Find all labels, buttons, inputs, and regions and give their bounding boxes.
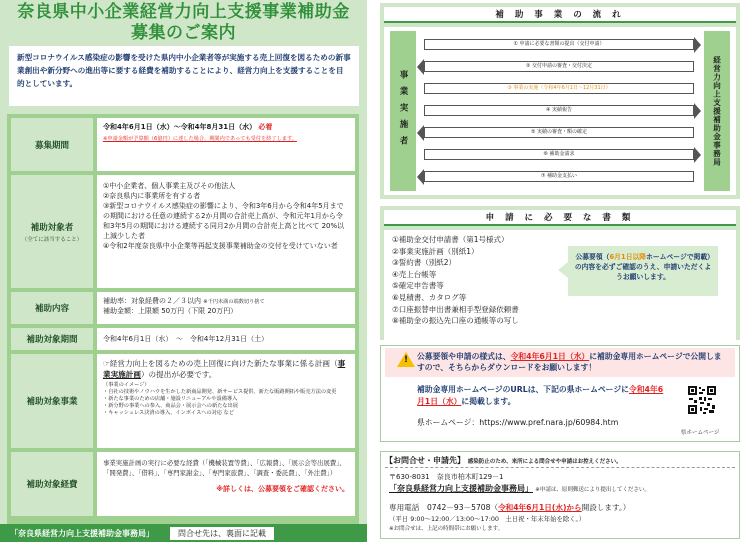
target-item: ④令和2年度奈良県中小企業等再起支援事業補助金の交付を受けていない者 — [103, 242, 338, 250]
qr-code-icon[interactable] — [687, 385, 717, 415]
homepage-note: 補助金専用ホームページのURLは、下記の県ホームページに令和4年6月1日（水）に掲載します。 — [417, 385, 664, 406]
docs-header: 申 請 に 必 要 な 書 類 — [384, 210, 736, 226]
row-span — [11, 328, 355, 350]
row-project — [11, 354, 355, 448]
row-span-label: 補助対象期間 — [11, 328, 93, 350]
title-line-1: 奈良県中小企業経営力向上支援事業補助金 — [17, 2, 350, 22]
flow-step: ⑦ 補助金支払い — [424, 171, 694, 182]
row-content-value: 補助率：対象経費の２／３以内 ※千円未満の端数切り捨て 補助金額：上限額 50万円（下限 20万円） — [97, 292, 355, 324]
doc-item: ⑧補助金の振込先口座の通帳等の写し — [392, 316, 519, 326]
flow-step: ② 交付申請の審査・交付決定 — [424, 61, 694, 72]
row-period — [11, 118, 355, 171]
row-period-label: 募集期間 — [11, 118, 93, 171]
doc-item: ④売上台帳等 — [392, 269, 437, 279]
flow-step: ① 申請に必要な書類の提出（交付申請） — [424, 39, 694, 50]
title-line-2: 募集のご案内 — [131, 23, 236, 43]
target-item: ②奈良県内に事業所を有する者 — [103, 192, 201, 200]
left-panel — [0, 0, 367, 542]
contact-office: 「奈良県経営力向上支援補助金事務局」 ※申請は、原則郵送により提出してください。 — [389, 484, 650, 493]
info-table — [7, 114, 359, 524]
budget-note: ※申請金額が予算額（6億円）に達した場合、期間内であっても受付を終了します。 — [103, 136, 297, 142]
contact-hours: （平日 9:00～12:00／13:00～17:00 土日祝・年末年始を除く。） — [389, 515, 586, 523]
row-span-value: 令和4年6月1日（水） ～ 令和4年12月31日（土） — [97, 328, 355, 350]
flow-step: ③ 事業の実施（令和4年6月1日～12月31日） — [424, 83, 694, 94]
office-name: 「奈良県経営力向上支援補助金事務局」 — [10, 528, 154, 538]
warning-banner: ! 公募要領や申請の様式は、令和4年6月1日（水）に補助金専用ホームページで公開しますので、そちらからダウンロードをお願いします！ — [385, 348, 735, 377]
flow-step: ⑤ 実績の審査・額の確定 — [424, 127, 694, 138]
target-item: ③新型コロナウイルス感染症の影響により、令和3年6月から令和4年5月までの期間における任意の連続する2か月間の合計売上高が、令和元年1月から令和3年5月の期間における連続する同月2か月間の合計売上高と比べて 20%以上減少した者 — [103, 202, 345, 240]
row-project-label: 補助対象事業 — [11, 354, 93, 448]
qr-caption: 県ホームページ — [681, 430, 720, 436]
row-target — [11, 175, 355, 288]
contact-section — [380, 451, 740, 539]
intro-text: 新型コロナウイルス感染症の影響を受けた県内中小企業者等が実施する売上回復を図るための新事業創出や新分野への進出等に要する経費を補助することにより、経営力向上を支援することを目的としています。 — [9, 46, 359, 106]
target-item: ①中小企業者、個人事業主及びその他法人 — [103, 182, 236, 190]
flow-step: ④ 実績報告 — [424, 105, 694, 116]
doc-item: ②事業実施計画（別紙1） — [392, 246, 479, 256]
row-project-value: ☞経営力向上を図るための売上回復に向けた新たな事業に係る計画（事業実施計画）の提出が必要です。 （事業のイメージ） ・自社の技術やノウハウを生かした新商品開発、新サービス提供、新たな販路開拓や販売方法の変更 ・新たな事業のための店舗・施設リニューアルや設備導入 ・新分野の事業への参入、商品会・展示会への新たな出展 ・キャッシュレス決済の導入、インボイスへの対応 など — [97, 354, 355, 448]
row-content-label: 補助内容 — [11, 292, 93, 324]
row-target-value — [97, 175, 355, 288]
doc-item: ⑦口座振替申出書兼相手型登録依頼書 — [392, 304, 519, 314]
doc-item: ⑤確定申告書等 — [392, 281, 444, 291]
row-target-label: 補助対象者 （全てに該当すること） — [11, 175, 93, 288]
flow-step: ⑥ 補助金請求 — [424, 149, 694, 160]
guideline-callout: 公募要領（6月1日以降ホームページで掲載）の内容を必ずご確認のうえ、申請いただくようお願いします。 — [568, 246, 718, 296]
row-expense-label: 補助対象経費 — [11, 452, 93, 516]
row-expense — [11, 452, 355, 516]
page-title — [0, 2, 367, 44]
notice-section — [380, 345, 740, 442]
docs-section — [380, 206, 740, 340]
contact-phone: 専用電話 0742－93－5708（令和4年6月1日(水)から開設します。） — [389, 503, 631, 512]
footer-bar — [0, 524, 367, 542]
office-label: 経営力向上支援補助金事務局 — [704, 31, 730, 191]
applicant-label: 事業実施者 — [390, 31, 416, 191]
plan-term: 事業実施計画 — [103, 359, 346, 379]
contact-footnote: ※お問合せは、上記の時間帯にお願いします。 — [389, 526, 504, 532]
doc-item: ③誓約書（別紙2） — [392, 258, 456, 268]
row-period-value: 令和4年6月1日（水）～令和4年8月31日（水） 必着 ※申請金額が予算額（6億円）に達した場合、期間内であっても受付を終了します。 — [97, 118, 355, 171]
row-content — [11, 292, 355, 324]
doc-item: ①補助金交付申請書（第1号様式） — [392, 235, 509, 244]
arrival-mark: 必着 — [258, 123, 273, 131]
row-expense-value: 事業実施計画の実行に必要な経費（「機械装置等費」、「広報費」、「展示会等出展費」、「開発費」、「借料」、「専門家謝金」、「専門家旅費」、「調査・委託費」、「外注費」） ※詳しくは、公募要領をご確認ください。 — [97, 452, 355, 516]
flow-panel — [384, 27, 736, 195]
flow-section — [380, 3, 740, 199]
contact-address: 〒630-8031 奈良市柏木町129－1 — [389, 473, 504, 481]
detail-note: ※詳しくは、公募要領をご確認ください。 — [216, 485, 349, 493]
homepage-url[interactable]: 県ホームページ：https://www.pref.nara.jp/60984.htm — [417, 418, 619, 427]
inquiry-note: 問合せ先は、裏面に記載 — [170, 527, 274, 540]
doc-item: ⑥見積書、カタログ等 — [392, 292, 467, 302]
contact-header: 【お問合せ・申請先】 感染防止のため、来所による問合せや申請はお控えください。 — [385, 454, 735, 468]
flow-header: 補 助 事 業 の 流 れ — [384, 7, 736, 23]
